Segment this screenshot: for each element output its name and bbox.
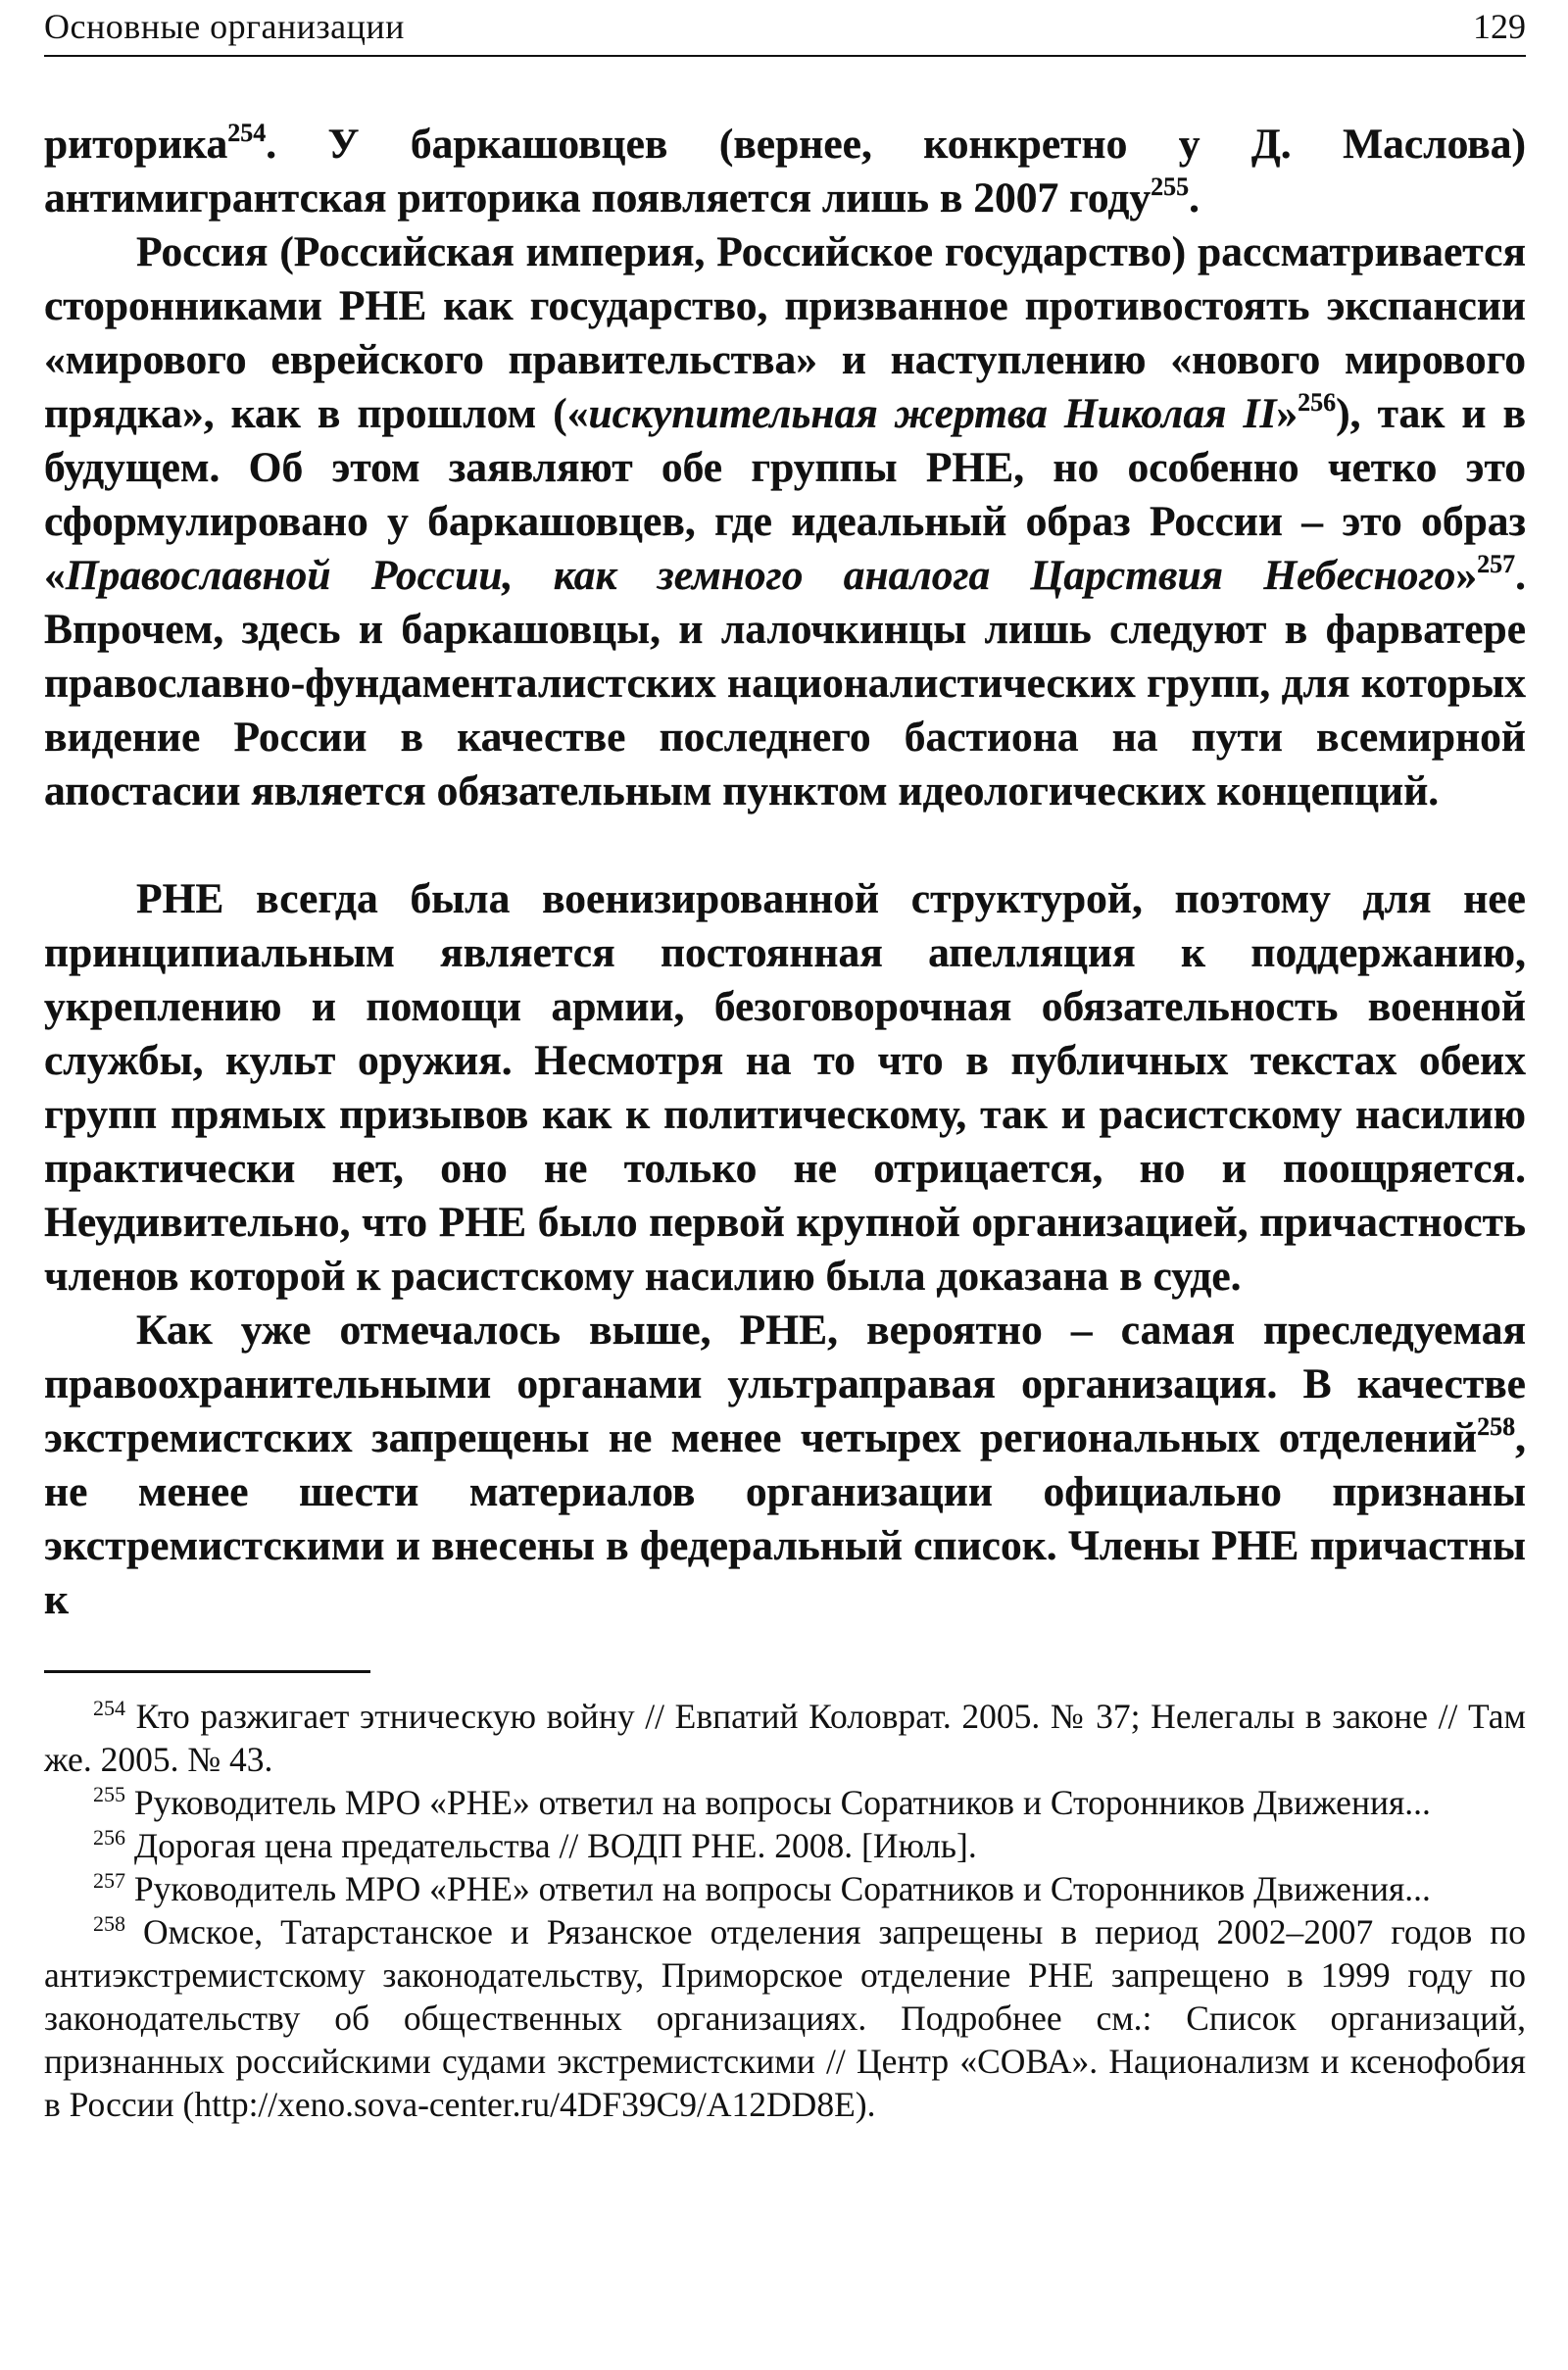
- footnote-ref-255: 255: [1151, 173, 1190, 201]
- running-head-title: Основные организации: [44, 7, 405, 46]
- paragraph-3: [44, 872, 1526, 1304]
- footnote-separator: [44, 1670, 370, 1673]
- paragraph-text: »: [1276, 390, 1298, 437]
- running-head: [44, 0, 1526, 57]
- paragraph-2: [44, 225, 1526, 818]
- footnote-257: [44, 1867, 1526, 1910]
- footnote-ref-254: 254: [227, 119, 267, 147]
- footnote-text: Руководитель МРО «РНЕ» ответил на вопросы Соратников и Сторонников Движения...: [125, 1783, 1431, 1822]
- footnote-number: 256: [93, 1825, 125, 1850]
- paragraph-text: РНЕ всегда была военизированной структурой, поэтому для нее принципиальным является постоянная апелляция к поддержанию, укреплению и помощи армии, безоговорочная обязательность военной службы, культ оружия. Несмотря на то что в публичных текстах обеих групп прямых призывов как к политическому, так и расистскому насилию практически нет, оно не только не отрицается, но и поощряется. Неудивительно, что РНЕ было первой крупной организацией, причастность членов которой к расистскому насилию была доказана в суде.: [44, 875, 1526, 1300]
- paragraph-4: [44, 1304, 1526, 1627]
- page-number: 129: [1473, 7, 1526, 46]
- paragraph-text: ), так и в будущем. Об этом заявляют обе группы РНЕ, но особенно четко это сформулировано у баркашовцев, где идеальный образ России – это образ «: [44, 390, 1526, 599]
- footnote-number: 258: [93, 1911, 125, 1936]
- paragraph-text: Как уже отмечалось выше, РНЕ, вероятно – самая преследуемая правоохранительными органами ультраправая организация. В качестве экстремистских запрещены не менее четырех региональных отделений: [44, 1307, 1526, 1461]
- footnote-ref-258: 258: [1477, 1412, 1516, 1441]
- footnote-258: [44, 1910, 1526, 2126]
- paragraph-text: Россия (Российская империя, Российское государство) рассматривается сторонниками РНЕ как государство, призванное противостоять экспансии «мирового еврейского правительства» и наступлению «нового мирового прядка», как в прошлом («: [44, 228, 1526, 437]
- paragraph-text: . У баркашовцев (вернее, конкретно у Д. Маслова) антимигрантская риторика появляется лишь в 2007 году: [44, 121, 1526, 222]
- footnote-text: Кто разжигает этническую войну // Евпатий Коловрат. 2005. № 37; Нелегалы в законе // Там же. 2005. № 43.: [44, 1697, 1526, 1779]
- italic-quote: Православной России, как земного аналога Царствия Небесного: [65, 552, 1456, 599]
- paragraph-1: [44, 118, 1526, 225]
- footnote-text: Руководитель МРО «РНЕ» ответил на вопросы Соратников и Сторонников Движения...: [125, 1869, 1431, 1908]
- paragraph-text: »: [1455, 552, 1478, 599]
- book-page: [44, 0, 1526, 2126]
- paragraph-text: .: [1189, 174, 1200, 222]
- paragraph-text: , не менее шести материалов организации официально признаны экстремистскими и внесены в федеральный список. Члены РНЕ причастны к: [44, 1414, 1526, 1623]
- italic-quote: искупительная жертва Николая II: [588, 390, 1277, 437]
- footnote-ref-256: 256: [1298, 388, 1337, 417]
- footnote-text: Дорогая цена предательства // ВОДП РНЕ. 2008. [Июль].: [125, 1826, 977, 1865]
- footnote-256: [44, 1824, 1526, 1867]
- paragraph-text: . Впрочем, здесь и баркашовцы, и лалочкинцы лишь следуют в фарватере православно-фундаменталистских националистических групп, для которых видение России в качестве последнего бастиона на пути всемирной апостасии является обязательным пунктом идеологических концепций.: [44, 552, 1526, 815]
- footnotes: [44, 1695, 1526, 2126]
- footnote-text: Омское, Татарстанское и Рязанское отделения запрещены в период 2002–2007 годов по антиэкстремистскому законодательству, Приморское отделение РНЕ запрещено в 1999 году по законодательству об общественных организациях. Подробнее см.: Список организаций, признанных российскими судами экстремистскими // Центр «СОВА». Национализм и ксенофобия в России (http://xeno.sova-center.ru/4DF39C9/A12DD8E).: [44, 1912, 1526, 2124]
- paragraph-text: риторика: [44, 121, 228, 168]
- footnote-255: [44, 1781, 1526, 1824]
- body-text: [44, 118, 1526, 1627]
- footnote-ref-257: 257: [1477, 550, 1516, 578]
- footnote-number: 254: [93, 1696, 125, 1720]
- footnote-number: 257: [93, 1868, 125, 1893]
- footnote-number: 255: [93, 1782, 125, 1806]
- footnote-254: [44, 1695, 1526, 1781]
